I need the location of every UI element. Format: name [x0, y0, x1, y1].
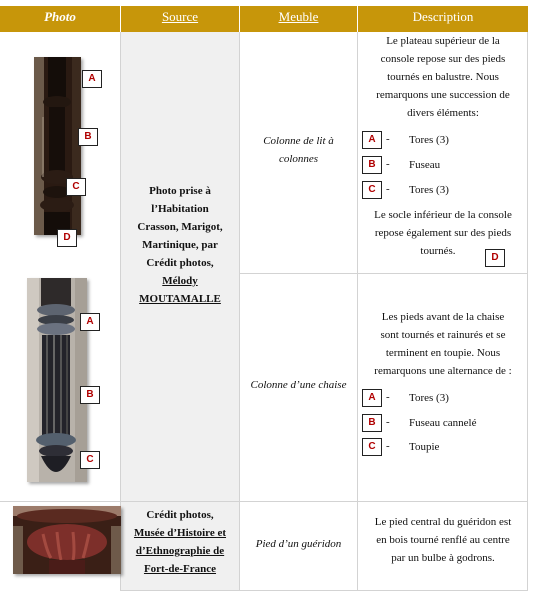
desc-label-c: C: [362, 181, 382, 199]
header-description: Description: [358, 6, 528, 32]
item-dash: -: [386, 183, 390, 195]
source-text-2: Crédit photos, Musée d’Histoire et d’Ethnographie de Fort-de-France: [133, 509, 227, 575]
desc-row-1-outro: Le socle inférieur de la console repose également sur des pieds tournés.: [374, 209, 512, 257]
meuble-row-2: Colonne d’une chaise: [250, 379, 347, 391]
desc-label-a: A: [362, 389, 382, 407]
desc-row-1-intro: Le plateau supérieur de la console repose sur des pieds tournés en balustre. Nous remarquons une succession de divers éléments:: [376, 35, 510, 119]
gueridon-photo: [13, 506, 121, 574]
photo-label-b: B: [80, 386, 100, 404]
desc-item-fuseau-cannele: Fuseau cannelé: [409, 417, 477, 429]
photo-label-b: B: [78, 128, 98, 146]
item-dash: -: [386, 133, 390, 145]
desc-label-c: C: [362, 438, 382, 456]
chair-leg-photo: [27, 278, 87, 482]
desc-label-a: A: [362, 131, 382, 149]
item-dash: -: [386, 416, 390, 428]
bedpost-image: [34, 57, 81, 235]
item-dash: -: [386, 391, 390, 403]
photo-label-c: C: [66, 178, 86, 196]
gueridon-image: [13, 506, 121, 574]
desc-item-tores-2: Tores (3): [409, 184, 449, 196]
item-dash: -: [386, 158, 390, 170]
desc-label-b: B: [362, 156, 382, 174]
bedpost-photo: [34, 57, 81, 235]
desc-row-3: Le pied central du guéridon est en bois tourné renflé au centre par un bulbe à godrons.: [374, 516, 512, 564]
desc-item-toupie: Toupie: [409, 441, 440, 453]
source-text-1: Photo prise à l’Habitation Crasson, Marigot, Martinique, par Crédit photos, Mélody MOUTAMALLE: [137, 185, 223, 305]
header-photo: Photo: [0, 6, 120, 32]
desc-label-d: D: [485, 249, 505, 267]
desc-item-tores: Tores (3): [409, 392, 449, 404]
photo-label-c: C: [80, 451, 100, 469]
photo-label-a: A: [80, 313, 100, 331]
desc-label-b: B: [362, 414, 382, 432]
desc-row-2-intro: Les pieds avant de la chaise sont tournés et rainurés et se terminent en toupie. Nous remarquons une alternance de :: [374, 311, 512, 377]
header-source: Source: [121, 6, 239, 32]
meuble-row-3: Pied d’un guéridon: [255, 538, 342, 550]
desc-item-tores: Tores (3): [409, 134, 449, 146]
desc-item-fuseau: Fuseau: [409, 159, 441, 171]
header-meuble: Meuble: [240, 6, 357, 32]
item-dash: -: [386, 440, 390, 452]
photo-label-d: D: [57, 229, 77, 247]
photo-label-a: A: [82, 70, 102, 88]
chair-leg-image: [27, 278, 87, 482]
meuble-row-1: Colonne de lit à colonnes: [263, 135, 334, 165]
